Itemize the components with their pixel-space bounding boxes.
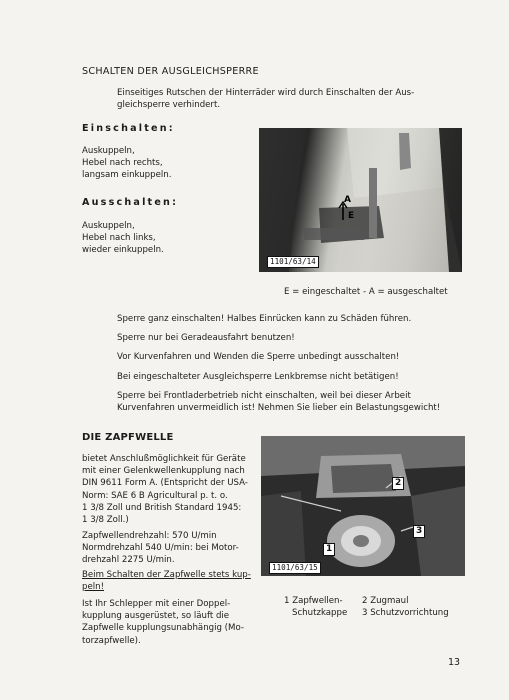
page-number: 13	[448, 657, 461, 668]
step-line: Hebel nach links,	[82, 233, 156, 244]
para-line: torzapfwelle).	[82, 635, 141, 646]
para-line: peln!	[82, 582, 105, 593]
para-line: kupplung ausgerüstet, so läuft die	[82, 611, 230, 622]
para-line: 1 3/8 Zoll.)	[82, 515, 129, 526]
legend-left	[284, 595, 347, 619]
section-heading-zapfwelle: DIE ZAPFWELLE	[82, 432, 174, 443]
legend-line: 2 Zugmaul	[362, 596, 409, 606]
step-line: Hebel nach rechts,	[82, 158, 163, 169]
callout-2: 2	[392, 477, 404, 490]
zapfwelle-paragraph-4	[82, 598, 244, 647]
pto-illustration	[261, 436, 465, 576]
zapfwelle-paragraph-2	[82, 530, 239, 567]
legend-line: 1 Zapfwellen-	[284, 596, 343, 606]
marker-e: E	[348, 211, 355, 221]
para-line: Zapfwellendrehzahl: 570 U/min	[82, 531, 217, 541]
para-line: Normdrehzahl 540 U/min: bei Motor-	[82, 543, 239, 554]
para-line: Norm: SAE 6 B Agricultural p. t. o.	[82, 490, 228, 501]
ausschalten-steps	[82, 220, 164, 257]
step-line: Auskuppeln,	[82, 221, 135, 231]
notes-block	[117, 313, 440, 414]
legend-line: Schutzkappe	[292, 608, 348, 619]
para-line: drehzahl 2275 U/min.	[82, 555, 175, 566]
figure-label: 1101/63/15	[269, 562, 321, 574]
figure-pto-photo	[261, 436, 465, 576]
einschalten-heading: Einschalten:	[82, 123, 175, 134]
zapfwelle-paragraph-3	[82, 569, 251, 593]
lever-illustration	[259, 128, 462, 272]
para-line: Zapfwelle kupplungsunabhängig (Mo-	[82, 623, 244, 634]
legend-line: 3 Schutzvorrichtung	[362, 608, 449, 619]
note-line: Sperre ganz einschalten! Halbes Einrücken kann zu Schäden führen.	[117, 314, 412, 324]
callout-1: 1	[323, 543, 335, 556]
note-line: Vor Kurvenfahren und Wenden die Sperre unbedingt ausschalten!	[117, 352, 400, 363]
para-line: Beim Schalten der Zapfwelle stets kup-	[82, 570, 251, 580]
figure-label: 1101/63/14	[267, 256, 319, 268]
intro-line: gleichsperre verhindert.	[117, 100, 221, 111]
marker-a: A	[344, 195, 351, 205]
zapfwelle-paragraph-1	[82, 453, 248, 526]
figure-lever-photo	[259, 128, 462, 272]
einschalten-steps	[82, 145, 171, 182]
para-line: Ist Ihr Schlepper mit einer Doppel-	[82, 599, 231, 609]
section-heading-ausgleichsperre: SCHALTEN DER AUSGLEICHSPERRE	[82, 66, 259, 77]
step-line: Auskuppeln,	[82, 146, 135, 156]
callout-3: 3	[413, 525, 425, 538]
para-line: DIN 9611 Form A. (Entspricht der USA-	[82, 478, 248, 489]
para-line: mit einer Gelenkwellenkupplung nach	[82, 466, 245, 477]
intro-paragraph	[117, 87, 414, 111]
step-line: langsam einkuppeln.	[82, 170, 172, 181]
note-line: Kurvenfahren unvermeidlich ist! Nehmen Sie lieber ein Belastungsgewicht!	[117, 403, 441, 414]
para-line: 1 3/8 Zoll und British Standard 1945:	[82, 502, 242, 513]
note-line: Sperre nur bei Geradeausfahrt benutzen!	[117, 333, 295, 344]
ausschalten-heading: Ausschalten:	[82, 197, 179, 208]
step-line: wieder einkuppeln.	[82, 245, 164, 256]
legend-right	[362, 595, 449, 619]
figure-caption: E = eingeschaltet - A = ausgeschaltet	[284, 287, 448, 297]
note-line: Sperre bei Frontladerbetrieb nicht einschalten, weil bei dieser Arbeit	[117, 390, 411, 401]
note-line: Bei eingeschalteter Ausgleichsperre Lenkbremse nicht betätigen!	[117, 371, 399, 382]
para-line: bietet Anschlußmöglichkeit für Geräte	[82, 454, 246, 464]
intro-line: Einseitiges Rutschen der Hinterräder wird durch Einschalten der Aus-	[117, 88, 415, 98]
